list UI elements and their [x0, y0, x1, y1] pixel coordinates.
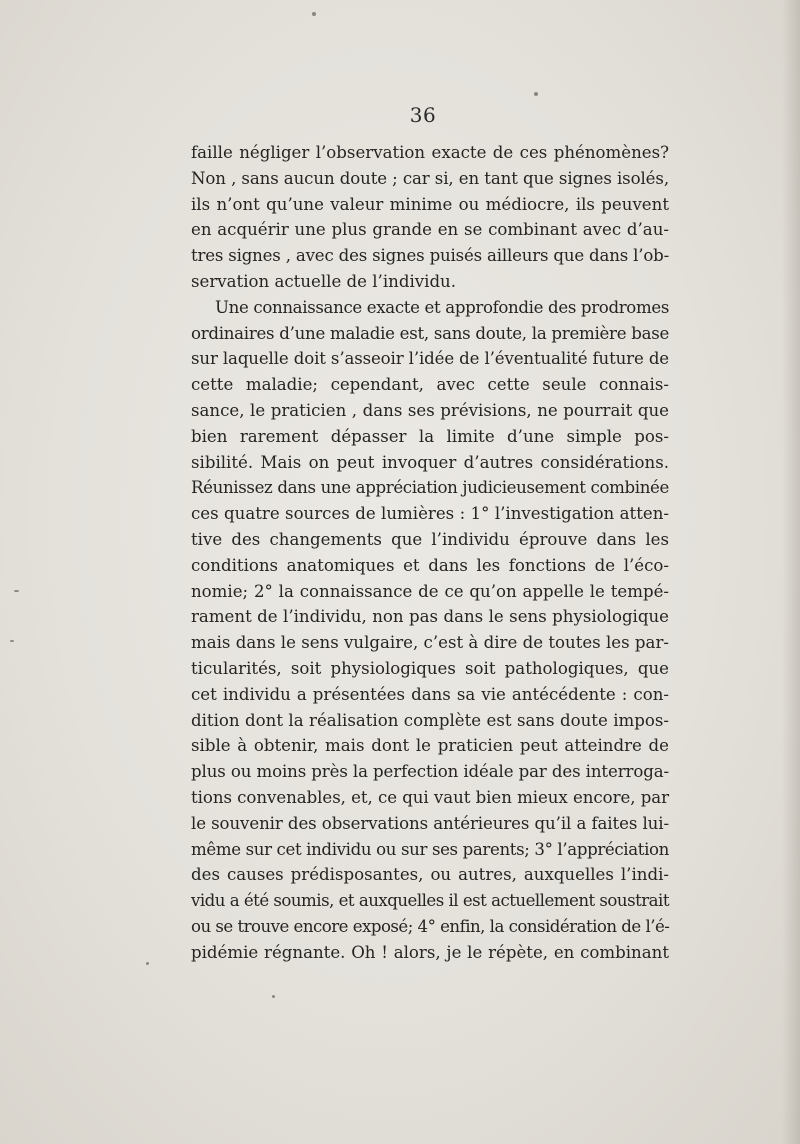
text-line: tres signes , avec des signes puisés ailleurs que dans l’ob-: [191, 246, 669, 266]
body-text: [191, 140, 669, 966]
text-line: ils n’ont qu’une valeur minime ou médiocre, ils peuvent: [191, 194, 669, 214]
text-line: nomie; 2° la connaissance de ce qu’on appelle le tempé-: [191, 581, 669, 601]
page-number: 36: [409, 103, 437, 127]
paper-speck: [146, 962, 149, 965]
text-line: servation actuelle de l’individu.: [191, 271, 457, 291]
text-line: ces quatre sources de lumières : 1° l’investigation atten-: [191, 504, 669, 524]
text-line: tive des changements que l’individu éprouve dans les: [191, 529, 669, 549]
text-line: rament de l’individu, non pas dans le sens physiologique: [191, 607, 669, 627]
paper-speck: [534, 92, 538, 96]
text-line: sible à obtenir, mais dont le praticien peut atteindre de: [191, 736, 669, 756]
text-line: cette maladie; cependant, avec cette seule connais-: [191, 375, 669, 395]
page-edge-shadow: [782, 0, 800, 1144]
text-line: Réunissez dans une appréciation judicieusement combinée: [191, 478, 669, 498]
text-line: le souvenir des observations antérieures qu’il a faites lui-: [191, 813, 669, 833]
paper-speck: [14, 590, 19, 592]
text-line: tions convenables, et, ce qui vaut bien mieux encore, par: [191, 787, 669, 807]
text-line: ordinaires d’une maladie est, sans doute, la première base: [191, 323, 669, 343]
text-line: des causes prédisposantes, ou autres, auxquelles l’indi-: [191, 865, 669, 885]
text-line: en acquérir une plus grande en se combinant avec d’au-: [191, 220, 669, 240]
paper-speck: [312, 12, 316, 16]
text-line: sur laquelle doit s’asseoir l’idée de l’éventualité future de: [191, 349, 669, 369]
text-line: faille négliger l’observation exacte de ces phénomènes?: [191, 143, 669, 162]
paper-speck: [272, 995, 275, 998]
text-line: ticularités, soit physiologiques soit pathologiques, que: [191, 658, 669, 678]
text-line: pidémie régnante. Oh ! alors, je le répète, en combinant: [191, 942, 669, 962]
text-line: plus ou moins près la perfection idéale par des interroga-: [191, 762, 669, 782]
text-line: Non , sans aucun doute ; car si, en tant que signes isolés,: [191, 168, 669, 188]
text-line: dition dont la réalisation complète est sans doute impos-: [191, 710, 669, 730]
text-line: même sur cet individu ou sur ses parents; 3° l’appréciation: [191, 839, 669, 859]
paper-speck: [10, 640, 14, 642]
text-line: Une connaissance exacte et approfondie des prodromes: [215, 297, 669, 317]
text-line: sibilité. Mais on peut invoquer d’autres considérations.: [191, 452, 669, 472]
text-line: conditions anatomiques et dans les fonctions de l’éco-: [191, 555, 669, 575]
text-line: sance, le praticien , dans ses prévisions, ne pourrait que: [191, 400, 669, 420]
text-line: ou se trouve encore exposé; 4° enfin, la considération de l’é-: [191, 916, 670, 936]
text-line: mais dans le sens vulgaire, c’est à dire de toutes les par-: [191, 633, 669, 653]
text-line: cet individu a présentées dans sa vie antécédente : con-: [191, 684, 669, 704]
text-line: bien rarement dépasser la limite d’une simple pos-: [191, 426, 669, 446]
text-line: vidu a été soumis, et auxquelles il est actuellement soustrait: [191, 891, 669, 911]
